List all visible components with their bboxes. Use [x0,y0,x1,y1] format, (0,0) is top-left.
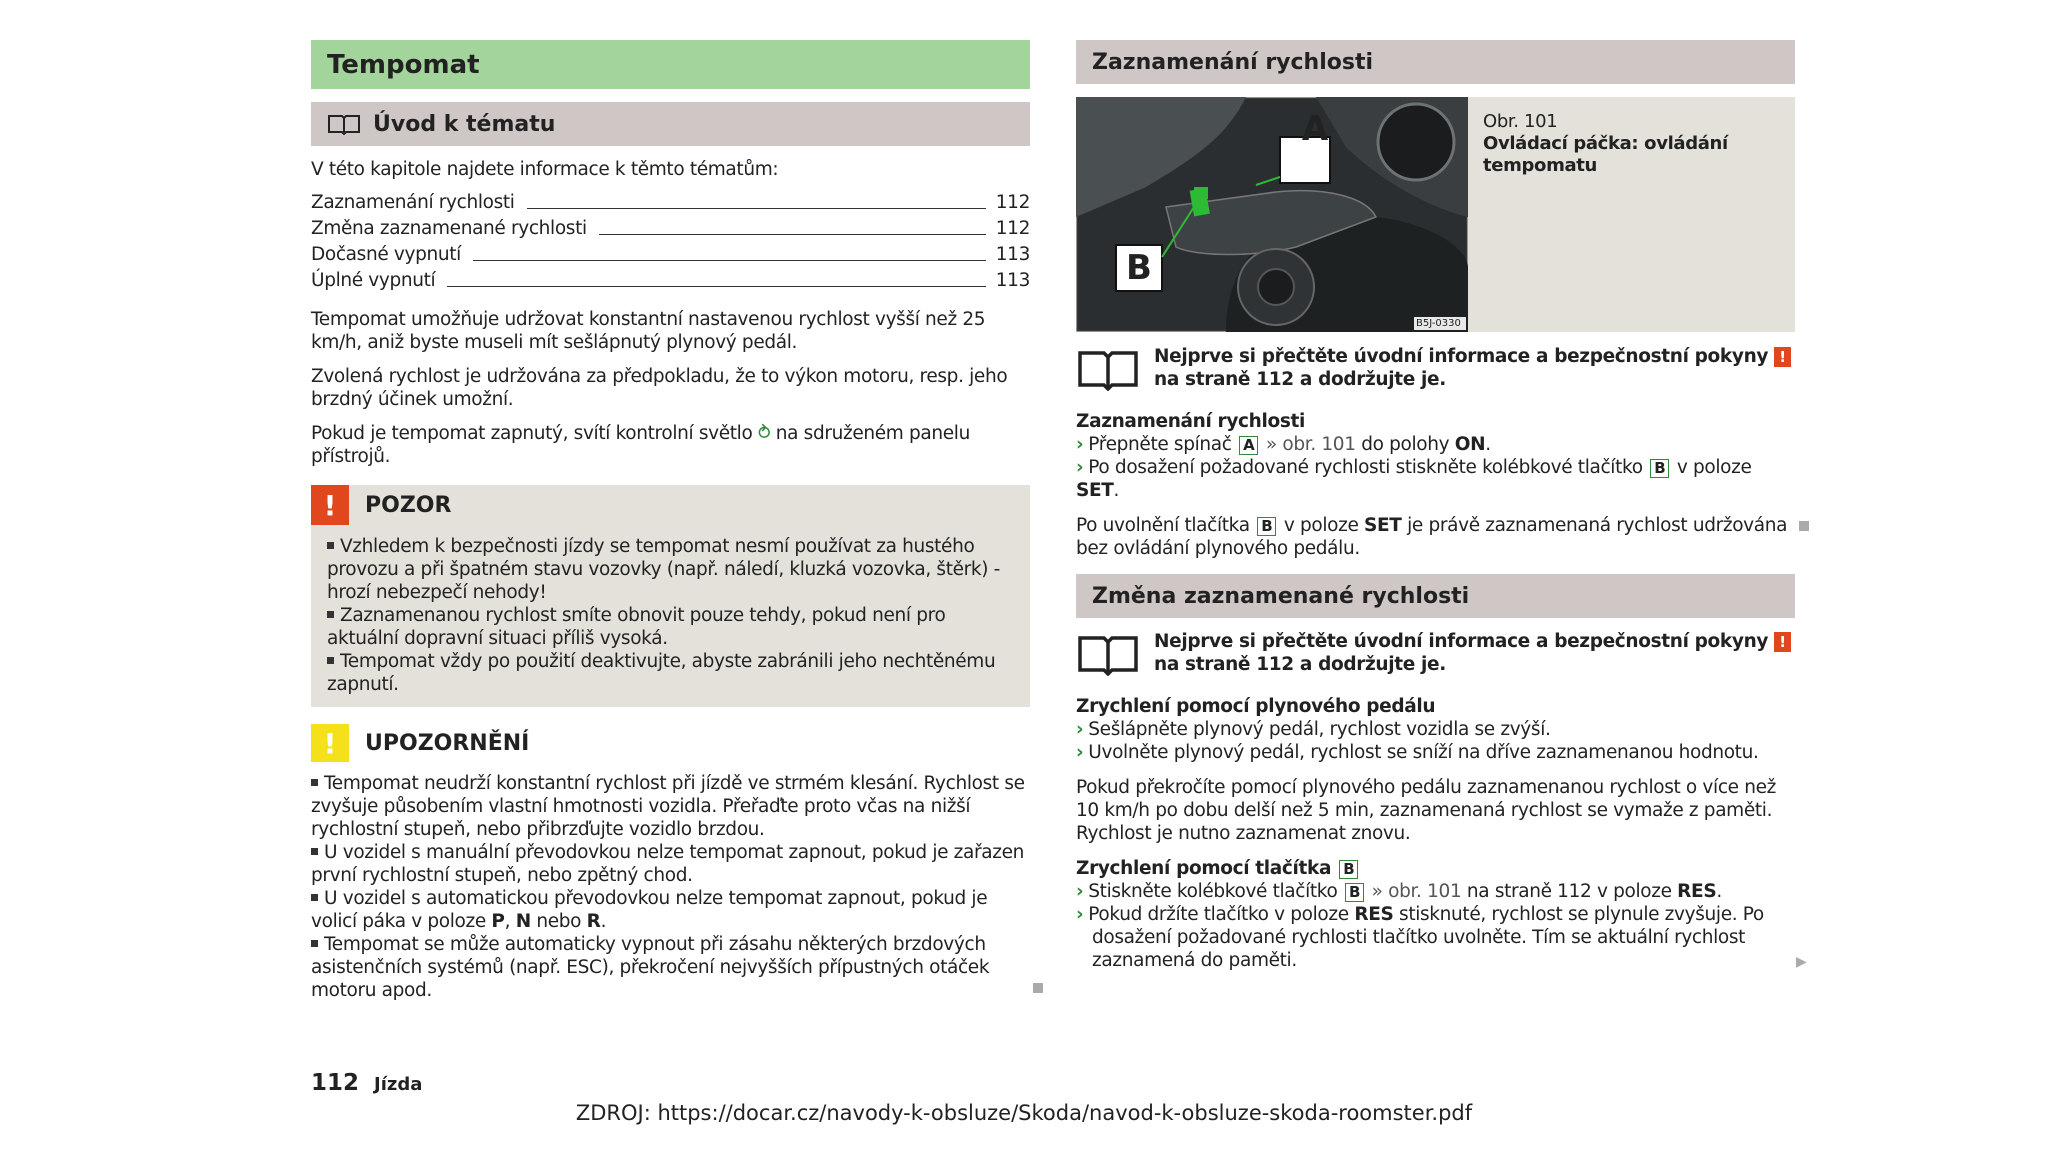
subheading: Zrychlení pomocí plynového pedálu [1076,696,1436,717]
page-number: 112 [311,1070,360,1096]
subheading: Zrychlení pomocí tlačítka B [1076,857,1795,880]
pozor-header [311,485,1030,525]
key-b-badge: B [1345,883,1364,902]
key-a-badge: A [1239,436,1258,455]
chapter-title [311,40,1030,89]
list-item: U vozidel s manuální převodovkou nelze tempomat zapnout, pokud je zařazen první rychlostní stupeň, nebo zpětný chod. [311,842,1025,886]
para-indicator-b: na sdruženém panelu přístrojů. [311,423,970,467]
subheading: Zaznamenání rychlosti [1076,411,1305,432]
section-header-recording [1076,40,1795,84]
book-icon [1076,630,1140,676]
section-title: Zaznamenání rychlosti [1092,49,1374,75]
notice-text: Nejprve si přečtěte úvodní informace a bezpečnostní pokyny [1154,346,1769,367]
toc-label: Zaznamenání rychlosti [311,192,515,213]
step-item: › Přepněte spínač A » obr. 101 do polohy ON. [1076,434,1491,455]
figure-number: Obr. 101 [1483,111,1558,132]
paragraph: Pokud překročíte pomocí plynového pedálu zaznamenanou rychlost o více než 10 km/h po dobu delší než 5 min, zaznamenaná rychlost se vymaže z paměti. Rychlost je nutno zaznamenat znovu. [1076,777,1776,844]
toc-page: 112 [995,218,1030,239]
toc-row[interactable] [311,188,1030,214]
cruise-light-icon: ⥁ [757,423,771,444]
list-item: Tempomat se může automaticky vypnout při zásahu některých brzdových asistenčních systémů (např. ESC), překročení nejvyšších přípustných otáček motoru apod. [311,934,990,1001]
toc-page: 113 [995,270,1030,291]
safety-notice [1076,345,1795,391]
para-intro: Tempomat umožňuje udržovat konstantní nastavenou rychlost vyšší než 25 km/h, aniž byste museli mít sešlápnutý plynový pedál. [311,309,986,353]
step-item: › Sešlápněte plynový pedál, rychlost vozidla se zvýší. [1076,719,1551,740]
toc-label: Změna zaznamenané rychlosti [311,218,587,239]
left-body [311,158,1030,468]
figure-caption: Ovládací páčka: ovládání tempomatu [1483,133,1728,176]
section-name: Jízda [374,1074,423,1095]
intro-title: Úvod k tématu [373,111,556,137]
toc-row[interactable] [311,266,1030,292]
figure-code: B5J-0330 [1416,318,1461,329]
figure-ref-link[interactable]: » obr. 101 [1265,434,1356,455]
book-icon [327,113,361,135]
para-indicator-a: Pokud je tempomat zapnutý, svítí kontrolní světlo [311,423,753,444]
section-header-change [1076,574,1795,618]
toc [311,188,1030,292]
upozorneni-title: UPOZORNĚNÍ [365,730,530,756]
figure-box [1076,97,1795,332]
chapter-title-text: Tempomat [327,49,480,80]
list-item: Tempomat vždy po použití deaktivujte, abyste zabránili jeho nechtěnému zapnutí. [327,651,996,695]
section-title: Změna zaznamenané rychlosti [1092,583,1470,609]
key-b-badge: B [1257,517,1276,536]
figure-label-a: A [1301,109,1329,149]
key-b-badge: B [1339,860,1358,879]
figure-image [1076,97,1468,332]
list-item: Zaznamenanou rychlost smíte obnovit pouze tehdy, pokud není pro aktuální dopravní situaci příliš vysoká. [327,605,946,649]
pozor-list [327,535,1017,696]
upozorneni-list [311,772,1030,1002]
key-b-badge: B [1650,459,1669,478]
caution-icon: ! [311,724,349,762]
notice-tail: na straně 112 a dodržujte je. [1154,654,1446,675]
step-item: › Stiskněte kolébkové tlačítko B » obr. 101 na straně 112 v poloze RES. [1076,881,1722,902]
notice-text: Nejprve si přečtěte úvodní informace a bezpečnostní pokyny [1154,631,1769,652]
para-indicator [311,422,1030,468]
para-condition: Zvolená rychlost je udržována za předpokladu, že to výkon motoru, resp. jeho brzdný účinek umožní. [311,366,1008,410]
list-item: Vzhledem k bezpečnosti jízdy se tempomat nesmí používat za hustého provozu a při špatném stavu vozovky (např. náledí, kluzká vozovka, štěrk) - hrozí nebezpečí nehody! [327,536,1000,603]
list-item: Tempomat neudrží konstantní rychlost při jízdě ve strmém klesání. Rychlost se zvyšuje působením vlastní hmotnosti vozidla. Přeřaďte proto včas na nižší rychlostní stupeň, nebo přibrzďujte vozidlo brzdou. [311,773,1025,840]
toc-row[interactable] [311,214,1030,240]
notice-tail: na straně 112 a dodržujte je. [1154,369,1446,390]
figure-caption-block [1483,111,1783,177]
step-item: › Pokud držíte tlačítko v poloze RES stisknuté, rychlost se plynule zvyšuje. Po dosažení požadované rychlosti tlačítko uvolněte. Tím se aktuální rychlost zaznamená do paměti. [1076,904,1764,971]
intro-header [311,102,1030,146]
paragraph: Po uvolnění tlačítka B v poloze SET je právě zaznamenaná rychlost udržována bez ovládání plynového pedálu. [1076,515,1788,559]
figure-ref-link[interactable]: » obr. 101 [1371,881,1462,902]
source-caption: ZDROJ: https://docar.cz/navody-k-obsluze/Skoda/navod-k-obsluze-skoda-roomster.pdf [575,1101,1473,1125]
list-item: U vozidel s automatickou převodovkou nelze tempomat zapnout, pokud je volicí páka v poloze P, N nebo R. [311,888,988,932]
step-item: › Po dosažení požadované rychlosti stiskněte kolébkové tlačítko B v poloze SET. [1076,457,1752,501]
pozor-title: POZOR [365,492,452,518]
step-item: › Uvolněte plynový pedál, rychlost se sníží na dříve zaznamenanou hodnotu. [1076,742,1759,763]
end-mark [1799,521,1809,531]
recording-body [1076,410,1795,560]
change-body [1076,695,1795,972]
danger-icon: ! [311,485,349,525]
toc-label: Dočasné vypnutí [311,244,461,265]
toc-page: 113 [995,244,1030,265]
danger-mark: ! [1774,632,1791,652]
book-icon [1076,345,1140,391]
upozorneni-header [311,724,529,762]
continue-arrow-icon: ▶ [1796,954,1807,970]
end-mark [1033,983,1043,993]
danger-mark: ! [1774,347,1791,367]
figure-label-b: B [1126,248,1152,288]
toc-row[interactable] [311,240,1030,266]
toc-page: 112 [995,192,1030,213]
intro-text: V této kapitole najdete informace k těmto tématům: [311,159,779,180]
toc-label: Úplné vypnutí [311,270,436,291]
safety-notice [1076,630,1795,676]
pozor-box [311,485,1030,707]
